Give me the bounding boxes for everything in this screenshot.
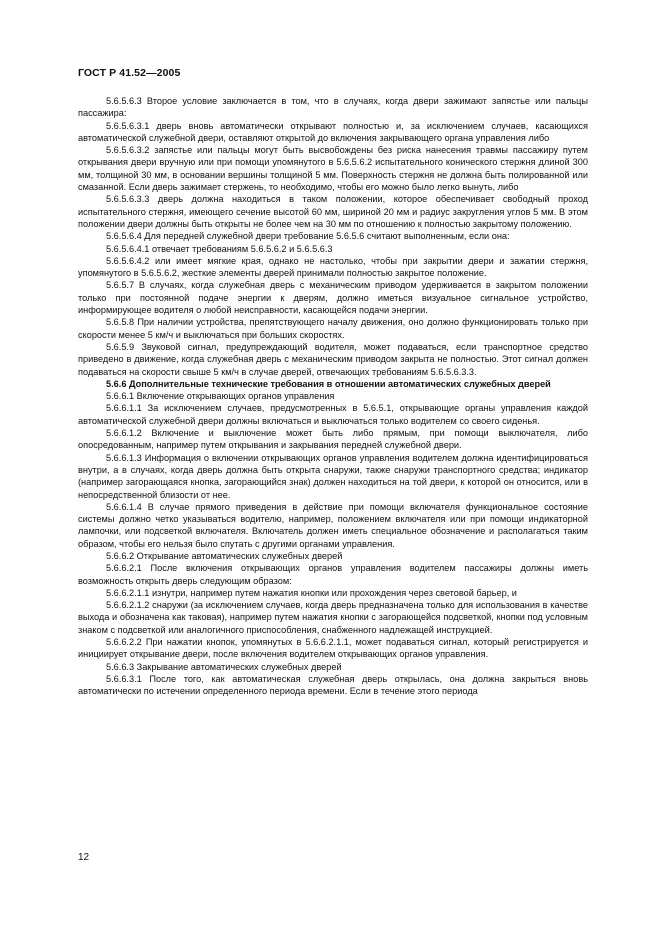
paragraph: 5.6.6.1.3 Информация о включении открывающих органов управления водителем должна идентифицироваться внутри, а в случаях, когда дверь должна быть открыта снаружи, также снаружи транспортного средства; индикатор (например загорающаяся кнопка, загорающийся знак) должен находиться на той двери, к которой он относится, или в непосредственной близости от нее.: [78, 452, 588, 500]
page-header: ГОСТ Р 41.52—2005: [78, 67, 181, 79]
paragraph: 5.6.6.2 Открывание автоматических служебных дверей: [106, 550, 343, 561]
paragraph: 5.6.5.6.4.1 отвечает требованиям 5.6.5.6.2 и 5.6.5.6.3: [106, 243, 333, 254]
paragraph: 5.6.5.6.4.2 или имеет мягкие края, однако не настолько, чтобы при закрытии двери и зажатии стержня, упомянутого в 5.6.5.6.2, жесткие элементы дверей принимали полностью закрытое положение.: [78, 255, 588, 279]
paragraph: 5.6.6.2.1.2 снаружи (за исключением случаев, когда дверь предназначена только для использования в качестве выхода и обозначена как таковая), например путем нажатия кнопки с загорающейся подсветкой, кнопки под условным знаком с подсветкой или аналогичного приспособления, снабженного надлежащей инструкцией.: [78, 600, 588, 635]
paragraph: 5.6.6.1 Включение открывающих органов управления: [106, 391, 335, 402]
paragraph: 5.6.6.1.2 Включение и выключение может быть либо прямым, при помощи выключателя, либо опосредованным, например путем открывания и закрывания передней служебной двери.: [78, 428, 588, 451]
paragraph: 5.6.6.2.1.1 изнутри, например путем нажатия кнопки или прохождения через световой барьер, и: [106, 587, 517, 598]
document-body: [78, 95, 588, 698]
paragraph: 5.6.6.3.1 После того, как автоматическая служебная дверь открылась, она должна закрыться вновь автоматически по истечении определенного периода времени. Если в течение этого периода: [78, 673, 588, 697]
page-number: 12: [78, 852, 90, 863]
paragraph: 5.6.5.6.3.1 дверь вновь автоматически открывают полностью и, за исключением случаев, касающихся автоматической служебной двери, оставляют открытой до включения закрывающего органа управления либо: [78, 120, 588, 143]
section-heading: 5.6.6 Дополнительные технические требования в отношении автоматических служебных дверей: [106, 378, 551, 389]
paragraph: 5.6.6.2.2 При нажатии кнопок, упомянутых в 5.6.6.2.1.1, может подаваться сигнал, который регистрируется и инициирует открывание двери, после включения водителем открывающих органов управления.: [78, 637, 588, 660]
paragraph: 5.6.5.9 Звуковой сигнал, предупреждающий водителя, может подаваться, если транспортное средство приведено в движение, когда служебная дверь с механическим приводом закрыта не полностью. Этот сигнал должен подаваться на скорости свыше 5 км/ч в случае дверей, отвечающих требованиям 5.6.5.6.3.3.: [78, 341, 588, 377]
paragraph: 5.6.5.6.3.2 запястье или пальцы могут быть высвобождены без риска нанесения травмы пассажиру путем открывания двери вручную или при помощи упомянутого в 5.6.5.6.2 испытательного конического стержня длиной 300 мм, толщиной 30 мм, в основании вершины толщиной 5 мм. Поверхность стержня не должна быть полированной или смазанной. Если дверь зажимает стержень, то необходимо, чтобы его можно было легко вынуть, либо: [78, 145, 588, 193]
paragraph: 5.6.5.6.3 Второе условие заключается в том, что в случаях, когда двери зажимают запястье или пальцы пассажира:: [78, 96, 588, 119]
paragraph: 5.6.6.3 Закрывание автоматических служебных дверей: [106, 661, 342, 672]
paragraph: 5.6.6.1.4 В случае прямого приведения в действие при помощи включателя функциональное состояние системы должно четко указываться водителю, например, положением включателя или при помощи индикаторной лампочки, или подсветкой включателя. Включатель должен иметь специальное обозначение и располагаться таким образом, чтобы его нельзя было спутать с другими органами управления.: [78, 501, 588, 549]
paragraph: 5.6.5.8 При наличии устройства, препятствующего началу движения, оно должно функционировать только при скорости менее 5 км/ч и выключаться при больших скоростях.: [78, 317, 588, 340]
paragraph: 5.6.6.2.1 После включения открывающих органов управления водителем пассажиры должны иметь возможность открыть дверь следующим образом:: [78, 563, 588, 586]
paragraph: 5.6.5.6.3.3 дверь должна находиться в таком положении, которое обеспечивает свободный проход испытательного стержня, имеющего сечение высотой 60 мм, шириной 20 мм и радиус закругления углов 5 мм. В этом положении двери должны быть открыты не более чем на 30 мм по отношению к полностью закрытому положению.: [78, 194, 588, 229]
paragraph: 5.6.6.1.1 За исключением случаев, предусмотренных в 5.6.5.1, открывающие органы управления каждой автоматической служебной двери должны включаться и выключаться только водителем со своего сиденья.: [78, 403, 588, 426]
paragraph: 5.6.5.7 В случаях, когда служебная дверь с механическим приводом удерживается в закрытом положении только при постоянной подаче энергии к дверям, должно иметься визуальное сигнальное устройство, информирующее водителя о любой неисправности, касающейся подачи энергии.: [78, 280, 588, 316]
paragraph: 5.6.5.6.4 Для передней служебной двери требование 5.6.5.6 считают выполненным, если она:: [106, 231, 510, 242]
